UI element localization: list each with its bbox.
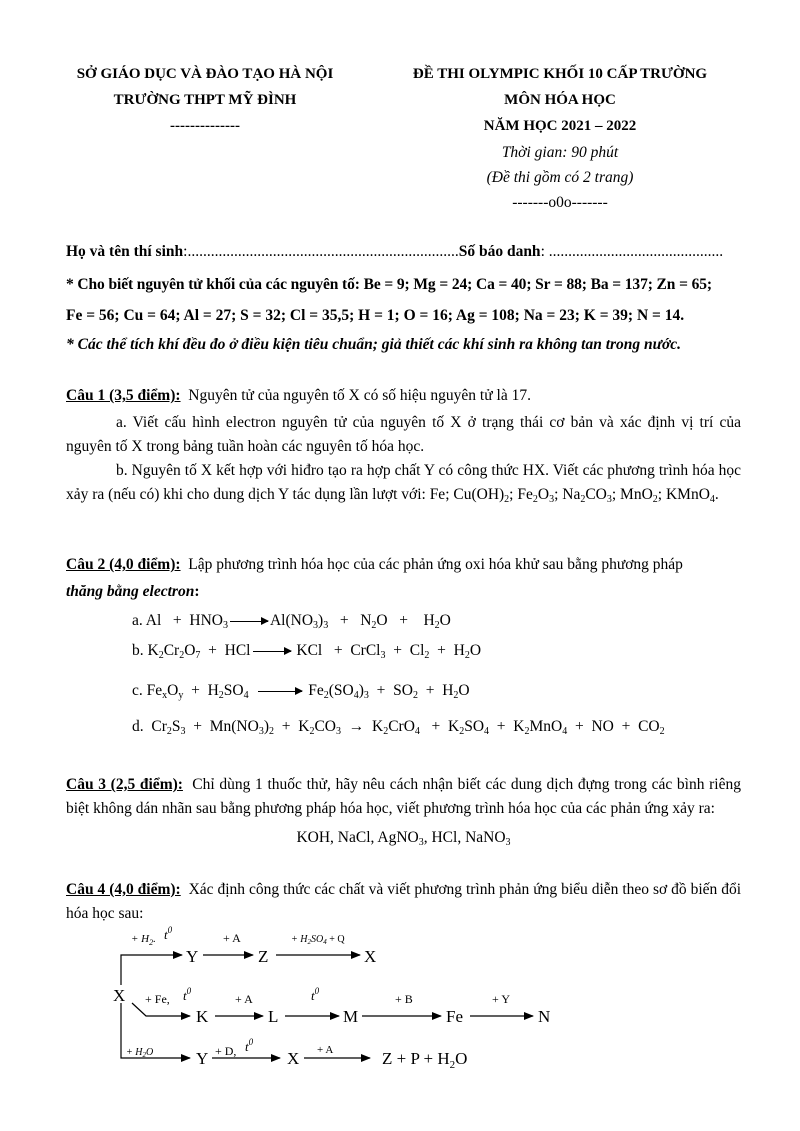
equation-d: d. $Cr_2S_3 + Mn(NO_3)_2 + K_2CO_3 \to K_2CrO_4 + K_2SO_4 + K_2MnO_4$ + NO + $CO_2$ (132, 718, 665, 737)
q1-b-tail: ; Fe (509, 486, 533, 503)
t-2: t (183, 988, 187, 1003)
species-z: Z (258, 947, 269, 966)
name-dots: :...................................................................... (183, 243, 459, 260)
q2-title: Câu 2 (4,0 điểm): (66, 556, 181, 573)
label-a-3: + A (317, 1044, 334, 1056)
label-y: + Y (492, 992, 510, 1006)
exam-title: ĐỀ THI OLYMPIC KHỐI 10 CẤP TRƯỜNG (412, 66, 708, 82)
label-h2: + $H_2$. (131, 933, 156, 947)
q4-intro: Xác định công thức các chất và viết phương trình phản ứng biểu diễn theo sơ đồ biến đổi hóa học sau: (66, 881, 742, 922)
q2-intro: Lập phương trình hóa học của các phản ứng oxi hóa khử sau bằng phương pháp (188, 556, 683, 573)
q4-title: Câu 4 (4,0 điểm): (66, 881, 181, 898)
label-b: + B (395, 992, 413, 1006)
species-zph2o: $Z + P + H_2O$ (382, 1049, 468, 1071)
species-m: M (343, 1007, 359, 1026)
species-y: Y (186, 947, 199, 966)
q1-intro: Nguyên tử của nguyên tố X có số hiệu nguyên tử là 17. (188, 387, 531, 404)
atomic-mass-note-1: * Cho biết nguyên tử khối của các nguyên tố: Be = 9; Mg = 24; Ca = 40; Sr = 88; Ba = 137; Zn = 65; (66, 276, 712, 293)
q1-b-end: . (714, 486, 719, 503)
label-h-text: + H (291, 934, 308, 945)
school-year: NĂM HỌC 2021 – 2022 (483, 118, 637, 134)
q3-list: KOH, NaCl, AgNO$_3$, HCl, NaNO$_3$ (296, 829, 511, 848)
q3-title: Câu 3 (2,5 điểm): (66, 776, 183, 793)
id-label: Số báo danh (458, 243, 541, 260)
label-h2so4-q: + $H_2SO_4 + Q$ (291, 934, 345, 946)
label-t0-3 (311, 986, 320, 1003)
label-fe: + Fe, (145, 992, 170, 1006)
label-d: + D, (215, 1044, 237, 1058)
q1-b-tail4: ; KMnO (657, 486, 710, 503)
q1-b-tail3: ; MnO (611, 486, 653, 503)
zero-1: 0 (167, 925, 173, 935)
label-a-2: + A (235, 992, 253, 1006)
label-h2o: + $H_2O$ (126, 1047, 154, 1059)
name-label: Họ và tên thí sinh (66, 243, 184, 260)
q3-intro: Chỉ dùng 1 thuốc thử, hãy nêu cách nhận biết các dung dịch đựng trong các bình riêng biệt không dán nhãn sau bằng phương pháp hóa học, viết phương trình hóa học của các phản ứng xảy ra: (66, 776, 741, 817)
q3-list-text: KOH, NaCl, AgNO (296, 829, 419, 846)
q1-title: Câu 1 (3,5 điểm): (66, 387, 181, 404)
arrow-x-y (121, 955, 182, 985)
school-name: TRƯỜNG THPT MỸ ĐÌNH (113, 92, 297, 108)
right-separator: -------o0o------- (512, 194, 608, 211)
zero-2: 0 (186, 986, 192, 996)
zero-3: 0 (314, 986, 320, 996)
species-x2: X (364, 947, 377, 966)
subject: MÔN HÓA HỌC (504, 92, 616, 108)
label-t0-4 (245, 1037, 254, 1054)
dept-name: SỞ GIÁO DỤC VÀ ĐÀO TẠO HÀ NỘI (76, 66, 334, 82)
equation-b: b. $K_2Cr_2O_7$ + HCl KCl + CrCl$_3$ + $Cl_2 + H_2O$ (132, 642, 482, 661)
id-dots: : ............................................. (540, 243, 724, 260)
species-x3: X (287, 1049, 300, 1068)
label-t0-1 (164, 925, 173, 942)
species-l: L (268, 1007, 279, 1026)
label-t0-2 (183, 986, 192, 1003)
exam-time: Thời gian: 90 phút (501, 144, 619, 161)
species-zph-text: Z + P + H (382, 1049, 450, 1068)
equation-c: c. $Fe_xO_y + H_2SO_4$ $Fe_2(SO_4)_3 + SO_2 + H_2O$ (132, 682, 470, 701)
gas-note: * Các thể tích khí đều đo ở điều kiện tiêu chuẩn; giả thiết các khí sinh ra không tan trong nước. (66, 336, 682, 353)
t-3: t (311, 988, 315, 1003)
t-1: t (164, 927, 168, 942)
q1-part-a: a. Viết cấu hình electron nguyên tử của nguyên tố X ở trạng thái cơ bản và xác định vị trí của nguyên tố X trong bảng tuần hoàn các nguyên tố hóa học. (66, 414, 741, 455)
q1-b-tail2: ; Na (554, 486, 581, 503)
q1-part-b: b. Nguyên tố X kết hợp với hiđro tạo ra hợp chất Y có công thức HX. Viết các phương trình hóa học xảy ra (nếu có) khi cho dung dịch Y tác dụng lần lượt với: Fe; $Cu(OH)_2$; $Fe_2O_3$; $Na_2CO_3$; MnO$_2$; KMnO$_4$. (66, 462, 741, 505)
zero-4: 0 (248, 1037, 254, 1047)
label-q: + Q (326, 934, 345, 945)
page-count: (Đề thi gồm có 2 trang) (486, 169, 634, 186)
left-separator: -------------- (170, 118, 240, 134)
label-a-1: + A (223, 931, 241, 945)
species-k: K (196, 1007, 209, 1026)
species-n: N (538, 1007, 551, 1026)
label-h2-text: + H (131, 933, 150, 945)
t-4: t (245, 1039, 249, 1054)
label-h2o-text: + H (126, 1047, 143, 1058)
equation-a: a. $Al + HNO_3$ $Al(NO_3)_3 + N_2O$ + $H_2O$ (132, 612, 451, 631)
q2-colon: : (194, 583, 200, 600)
species-x: X (113, 986, 126, 1005)
species-fe: Fe (446, 1007, 463, 1026)
q1-b-text: b. Nguyên tố X kết hợp với hiđro tạo ra hợp chất Y có công thức HX. Viết các phương trình hóa học xảy ra (nếu có) khi cho dung dịch Y tác dụng lần lượt với: Fe; Cu(OH) (66, 462, 741, 503)
species-y2: Y (196, 1049, 209, 1068)
q2-method: thăng bằng electron (66, 583, 195, 600)
atomic-mass-note-2: Fe = 56; Cu = 64; Al = 27; S = 32; Cl = 35,5; H = 1; O = 16; Ag = 108; Na = 23; K = 39; N = 14. (66, 307, 685, 324)
